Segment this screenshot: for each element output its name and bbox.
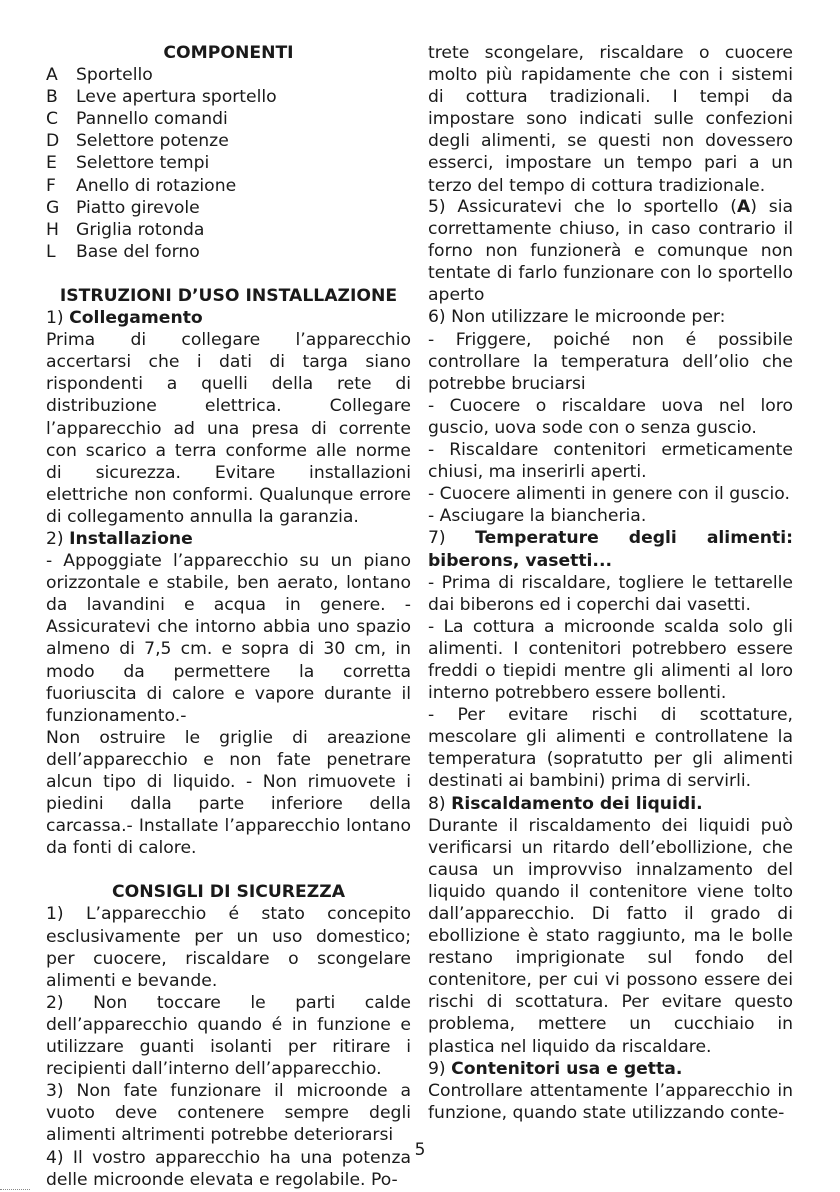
list-item [46, 175, 411, 197]
component-letter: C [46, 109, 59, 130]
left-column [46, 42, 411, 1191]
component-label: Anello di rotazione [76, 175, 237, 196]
component-label: Leve apertura sportello [76, 87, 277, 108]
component-label: Sportello [76, 65, 153, 86]
component-letter: F [46, 175, 56, 196]
components-list [46, 64, 411, 263]
component-label: Pannello comandi [76, 109, 228, 130]
safety-point-6-1: - Friggere, poiché non é possibile controllare la temperatura dell’olio che potrebbe bruciarsi [428, 329, 793, 394]
component-letter: L [46, 241, 56, 262]
components-heading: COMPONENTI [163, 43, 294, 63]
component-letter: H [46, 219, 59, 240]
list-item [46, 219, 411, 241]
component-label: Griglia rotonda [76, 219, 205, 240]
section-title: 8) Riscaldamento dei liquidi. [428, 793, 703, 814]
safety-point-8-text: Durante il riscaldamento dei liquidi può verificarsi un ritardo dell’ebollizione, che causa un improvviso innalzamento del liquido quando il contenitore viene tolto dall’apparecchio. Di fatto il grado di ebollizione è stato raggiunto, ma le bolle restano imprigionate sul fondo del contenitore, per cui vi possono essere dei rischi di scottatura. Per evitare questo problema, mettere un cucchiaio in plastica nel liquido da riscaldare. [428, 815, 793, 1057]
collegamento-text: Prima di collegare l’apparecchio accertarsi che i dati di targa siano rispondenti a quelli della rete di distribuzione elettrica. Collegare l’apparecchio ad una presa di corrente con scarico a terra conforme alle norme di sicurezza. Evitare installazioni elettriche non conformi. Qualunque errore di collegamento annulla la garanzia. [46, 330, 411, 527]
safety-heading: CONSIGLI DI SICUREZZA [111, 882, 345, 903]
safety-point-6: 6) Non utilizzare le microonde per: [428, 307, 726, 328]
safety-point-9-text: Controllare attentamente l’apparecchio in funzione, quando state utilizzando conte- [428, 1080, 793, 1123]
component-letter: A [46, 65, 58, 86]
component-letter: D [46, 131, 60, 152]
page-number: 5 [414, 1140, 426, 1160]
list-item [46, 130, 411, 152]
list-item [46, 241, 411, 263]
liquids-title: Riscaldamento dei liquidi. [451, 793, 703, 814]
component-label: Piatto girevole [76, 197, 200, 218]
list-item [46, 86, 411, 108]
section-title: 2) Installazione [46, 528, 193, 549]
collegamento-title: Collegamento [69, 308, 203, 329]
right-column [428, 42, 793, 1124]
safety-point-6-3: - Riscaldare contenitori ermeticamente chiusi, ma inserirli aperti. [428, 440, 793, 483]
safety-point-4: 4) Il vostro apparecchio ha una potenza delle microonde elevata e regolabile. Po- [46, 1147, 411, 1190]
installation-heading: ISTRUZIONI D’USO INSTALLAZIONE [59, 285, 398, 306]
temperature-title: Temperature degli alimenti: biberons, vasetti... [428, 528, 793, 571]
safety-point-7-2: - La cottura a microonde scalda solo gli alimenti. I contenitori potrebbero essere freddi o tiepidi mentre gli alimenti al loro interno potrebbero essere bollenti. [428, 616, 793, 704]
safety-point-4-continuation: trete scongelare, riscaldare o cuocere molto più rapidamente che con i sistemi di cottura tradizionali. I tempi da impostare sono indicati sulle confezioni degli alimenti, se questi non dovessero esserci, impostare un tempo pari a un terzo del tempo di cottura tradizionale. [428, 43, 793, 196]
safety-point-6-4: - Cuocere alimenti in genere con il guscio. [428, 484, 790, 505]
installazione-title: Installazione [69, 528, 193, 549]
list-item [46, 197, 411, 219]
component-label: Selettore potenze [76, 131, 229, 152]
component-label: Selettore tempi [76, 153, 210, 174]
disposable-title: Contenitori usa e getta. [451, 1058, 683, 1079]
safety-point-7-1: - Prima di riscaldare, togliere le tettarelle dai biberons ed i coperchi dai vasetti. [428, 572, 793, 615]
safety-point-3: 3) Non fate funzionare il microonde a vuoto deve contenere sempre degli alimenti altrimenti potrebbe deteriorarsi [46, 1081, 411, 1146]
component-letter: E [46, 153, 57, 174]
installazione-text-2: Non ostruire le griglie di areazione dell’apparecchio e non fate penetrare alcun tipo di liquido. - Non rimuovete i piedini dalla parte inferiore della carcassa.- Installate l’apparecchio lontano da fonti di calore. [46, 727, 411, 859]
safety-point-2: 2) Non toccare le parti calde dell’apparecchio quando é in funzione e utilizzare guanti isolanti per ritirare i recipienti dall’interno dell’apparecchio. [46, 992, 411, 1080]
safety-point-6-5: - Asciugare la biancheria. [428, 506, 647, 527]
installazione-text: - Appoggiate l’apparecchio su un piano orizzontale e stabile, ben aerato, lontano da lavandini e acqua in genere. - Assicuratevi che intorno abbia uno spazio almeno di 7,5 cm. e sopra di 30 cm, in modo da permettere la corretta fuoriuscita di calore e vapore durante il funzionamento.- [46, 551, 411, 726]
list-item [46, 64, 411, 86]
section-title: 7) Temperature degli alimenti: biberons, vasetti... [428, 528, 793, 571]
component-letter: G [46, 197, 60, 218]
safety-point-1: 1) L’apparecchio é stato concepito esclusivamente per un uso domestico; per cuocere, riscaldare o scongelare alimenti e bevande. [46, 904, 411, 991]
safety-point-5: 5) Assicuratevi che lo sportello (A) sia correttamente chiuso, in caso contrario il forno non funzionerà e comunque non tentate di farlo funzionare con lo sportello aperto [428, 197, 793, 306]
section-title: 9) Contenitori usa e getta. [428, 1058, 683, 1079]
component-letter: B [46, 87, 58, 108]
list-item [46, 152, 411, 174]
safety-point-7-3: - Per evitare rischi di scottature, mescolare gli alimenti e controllatene la temperatura (sopratutto per gli alimenti destinati ai bambini) prima di servirli. [428, 705, 793, 792]
component-label: Base del forno [76, 241, 200, 262]
footer-rule [0, 1188, 30, 1190]
list-item [46, 108, 411, 130]
safety-point-6-2: - Cuocere o riscaldare uova nel loro guscio, uova sode con o senza guscio. [428, 395, 793, 438]
section-title: 1) Collegamento [46, 308, 203, 329]
